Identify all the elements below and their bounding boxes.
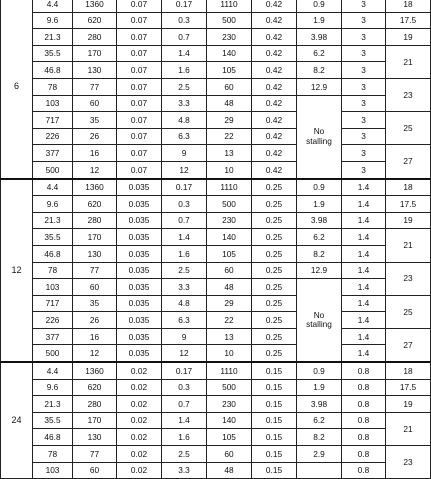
- last-col-cell: 19: [386, 29, 431, 46]
- table-cell: 48: [207, 462, 252, 479]
- table-cell: 0.8: [342, 429, 386, 446]
- table-cell: 3.3: [162, 279, 207, 296]
- table-cell: 60: [207, 78, 252, 95]
- table-cell: 6.2: [297, 45, 342, 62]
- table-cell: 26: [73, 128, 117, 145]
- table-cell: 0.035: [117, 196, 162, 213]
- table-cell: 717: [33, 295, 73, 312]
- table-cell: 1360: [73, 0, 117, 12]
- table-cell: 620: [73, 196, 117, 213]
- table-row: [1, 295, 431, 312]
- table-cell: 0.15: [252, 462, 297, 479]
- table-cell: 0.25: [252, 262, 297, 279]
- table-cell: 48: [207, 95, 252, 112]
- table-cell: 3: [342, 78, 386, 95]
- table-cell: 60: [73, 462, 117, 479]
- table-cell: 140: [207, 229, 252, 246]
- table-row: [1, 196, 431, 213]
- table-cell: 1110: [207, 0, 252, 12]
- table-cell: 1.4: [342, 279, 386, 296]
- table-cell: 0.7: [162, 396, 207, 413]
- table-cell: 9.6: [33, 196, 73, 213]
- table-cell: 0.07: [117, 12, 162, 29]
- table-cell: 0.15: [252, 379, 297, 396]
- table-cell: 0.3: [162, 196, 207, 213]
- table-cell: 2.9: [297, 446, 342, 463]
- table-cell: 21.3: [33, 396, 73, 413]
- table-cell: 21.3: [33, 29, 73, 46]
- table-cell: 0.42: [252, 29, 297, 46]
- table-cell: 1.4: [342, 295, 386, 312]
- table-cell: 12.9: [297, 78, 342, 95]
- table-cell: 0.8: [342, 362, 386, 379]
- table-cell: 29: [207, 112, 252, 129]
- table-row: [1, 312, 431, 329]
- table-cell: 0.25: [252, 229, 297, 246]
- table-cell: 16: [73, 145, 117, 162]
- table-row: [1, 95, 431, 112]
- table-cell: 0.035: [117, 328, 162, 345]
- table-cell: 0.17: [162, 179, 207, 196]
- table-cell: 0.42: [252, 95, 297, 112]
- table-cell: 35.5: [33, 229, 73, 246]
- table-cell: 9: [162, 145, 207, 162]
- table-cell: 3: [342, 45, 386, 62]
- table-cell: 6.3: [162, 128, 207, 145]
- table-cell: 280: [73, 396, 117, 413]
- table-row: [1, 112, 431, 129]
- table-cell: 77: [73, 78, 117, 95]
- table-cell: 2.5: [162, 262, 207, 279]
- table-cell: 12: [162, 345, 207, 362]
- table-row: [1, 128, 431, 145]
- table-cell: 60: [73, 95, 117, 112]
- table-cell: 500: [207, 379, 252, 396]
- table-row: [1, 412, 431, 429]
- table-cell: 9: [162, 328, 207, 345]
- group-label: 12: [1, 179, 33, 363]
- table-row: [1, 29, 431, 46]
- table-row: [1, 379, 431, 396]
- table-cell: 0.8: [342, 446, 386, 463]
- table-cell: 3.98: [297, 29, 342, 46]
- table-cell: 0.42: [252, 45, 297, 62]
- no-stalling-cell: No stalling: [297, 279, 342, 362]
- table-cell: 0.035: [117, 179, 162, 196]
- last-col-cell: 19: [386, 396, 431, 413]
- table-row: [1, 362, 431, 379]
- table-cell: 35: [73, 295, 117, 312]
- table-cell: 46.8: [33, 429, 73, 446]
- table-cell: 1.6: [162, 245, 207, 262]
- table-cell: 35.5: [33, 45, 73, 62]
- table-cell: 48: [207, 279, 252, 296]
- table-cell: 0.25: [252, 328, 297, 345]
- table-cell: 0.15: [252, 446, 297, 463]
- table-cell: 1.4: [342, 312, 386, 329]
- table-cell: 1.4: [162, 412, 207, 429]
- table-cell: 6.2: [297, 412, 342, 429]
- table-cell: 0.07: [117, 145, 162, 162]
- table-cell: 1.9: [297, 12, 342, 29]
- table-cell: 3: [342, 112, 386, 129]
- table-cell: 1.4: [162, 45, 207, 62]
- table-cell: 0.42: [252, 161, 297, 178]
- table-cell: 1110: [207, 179, 252, 196]
- table-cell: 2.5: [162, 78, 207, 95]
- table-cell: 0.15: [252, 429, 297, 446]
- last-col-cell: 17.5: [386, 196, 431, 213]
- table-row: [1, 145, 431, 162]
- table-cell: 0.15: [252, 412, 297, 429]
- table-cell: 377: [33, 145, 73, 162]
- last-col-cell: 25: [386, 295, 431, 328]
- table-cell: 78: [33, 446, 73, 463]
- table-cell: 500: [33, 345, 73, 362]
- table-cell: 0.25: [252, 345, 297, 362]
- table-cell: 0.42: [252, 145, 297, 162]
- last-col-cell: 18: [386, 0, 431, 12]
- last-col-cell: 17.5: [386, 379, 431, 396]
- last-col-cell: 19: [386, 212, 431, 229]
- table-cell: 0.035: [117, 312, 162, 329]
- table-cell: 226: [33, 312, 73, 329]
- table-cell: 26: [73, 312, 117, 329]
- table-cell: 0.8: [342, 462, 386, 479]
- table-row: [1, 78, 431, 95]
- table-cell: 0.035: [117, 295, 162, 312]
- table-cell: 0.42: [252, 112, 297, 129]
- last-col-cell: 27: [386, 145, 431, 179]
- table-cell: 3: [342, 128, 386, 145]
- table-cell: 0.07: [117, 0, 162, 12]
- table-cell: 0.9: [297, 0, 342, 12]
- table-cell: 22: [207, 128, 252, 145]
- table-cell: 0.07: [117, 29, 162, 46]
- table-cell: 3: [342, 161, 386, 178]
- table-cell: 0.8: [342, 412, 386, 429]
- table-cell: 0.07: [117, 45, 162, 62]
- table-cell: 0.17: [162, 362, 207, 379]
- last-col-cell: 18: [386, 179, 431, 196]
- table-cell: 230: [207, 212, 252, 229]
- table-cell: 60: [207, 446, 252, 463]
- table-cell: 6.3: [162, 312, 207, 329]
- table-cell: 0.42: [252, 78, 297, 95]
- table-cell: 0.9: [297, 362, 342, 379]
- table-cell: 620: [73, 379, 117, 396]
- table-cell: 0.25: [252, 295, 297, 312]
- table-cell: 13: [207, 328, 252, 345]
- table-cell: 10: [207, 345, 252, 362]
- table-cell: 0.25: [252, 312, 297, 329]
- table-cell: 0.07: [117, 112, 162, 129]
- table-cell: 0.02: [117, 362, 162, 379]
- last-col-cell: 21: [386, 412, 431, 445]
- table-cell: 77: [73, 262, 117, 279]
- table-cell: 0.42: [252, 0, 297, 12]
- table-cell: 230: [207, 29, 252, 46]
- table-cell: 10: [207, 161, 252, 178]
- table-cell: 60: [73, 279, 117, 296]
- table-cell: 0.02: [117, 462, 162, 479]
- table-cell: 0.02: [117, 412, 162, 429]
- last-col-cell: 25: [386, 112, 431, 145]
- table-row: [1, 229, 431, 246]
- table-cell: 280: [73, 212, 117, 229]
- table-row: [1, 396, 431, 413]
- table-row: [1, 45, 431, 62]
- table-cell: 78: [33, 78, 73, 95]
- table-cell: 377: [33, 328, 73, 345]
- last-col-cell: 21: [386, 229, 431, 262]
- table-row: [1, 62, 431, 79]
- table-cell: 105: [207, 245, 252, 262]
- table-cell: 0.8: [342, 379, 386, 396]
- table-cell: 3.3: [162, 462, 207, 479]
- group-label: 24: [1, 362, 33, 479]
- table-cell: 35.5: [33, 412, 73, 429]
- table-cell: 9.6: [33, 12, 73, 29]
- table-cell: 21.3: [33, 212, 73, 229]
- group-label: 6: [1, 0, 33, 179]
- table-cell: 0.15: [252, 362, 297, 379]
- table-cell: 12: [162, 161, 207, 178]
- table-cell: 1.4: [342, 328, 386, 345]
- table-cell: 0.02: [117, 379, 162, 396]
- table-cell: 130: [73, 429, 117, 446]
- table-cell: 0.07: [117, 161, 162, 178]
- table-cell: 1.9: [297, 379, 342, 396]
- table-cell: 29: [207, 295, 252, 312]
- table-cell: 0.25: [252, 279, 297, 296]
- table-cell: 1.9: [297, 196, 342, 213]
- table-cell: 0.8: [342, 396, 386, 413]
- table-cell: 8.2: [297, 245, 342, 262]
- table-cell: 170: [73, 229, 117, 246]
- table-cell: 3: [342, 95, 386, 112]
- table-cell: 0.9: [297, 179, 342, 196]
- table-cell: 0.035: [117, 345, 162, 362]
- table-row: [1, 262, 431, 279]
- table-cell: 0.035: [117, 279, 162, 296]
- table-row: [1, 446, 431, 463]
- table-row: [1, 212, 431, 229]
- table-cell: 280: [73, 29, 117, 46]
- table-cell: 0.25: [252, 196, 297, 213]
- table-cell: 0.035: [117, 245, 162, 262]
- table-cell: 3: [342, 0, 386, 12]
- table-cell: 0.7: [162, 29, 207, 46]
- table-cell: 140: [207, 45, 252, 62]
- table-cell: 13: [207, 145, 252, 162]
- table-cell: 0.07: [117, 128, 162, 145]
- table-row: [1, 161, 431, 178]
- table-cell: 0.07: [117, 62, 162, 79]
- table-cell: 0.02: [117, 446, 162, 463]
- table-cell: 1.4: [342, 345, 386, 362]
- table-cell: 230: [207, 396, 252, 413]
- no-stalling-cell: No stalling: [297, 95, 342, 178]
- table-cell: 1.4: [342, 196, 386, 213]
- table-row: [1, 328, 431, 345]
- table-cell: 1.4: [162, 229, 207, 246]
- table-cell: 2.5: [162, 446, 207, 463]
- table-cell: 4.4: [33, 362, 73, 379]
- table-cell: 3.3: [162, 95, 207, 112]
- table-row: [1, 279, 431, 296]
- table-cell: 0.07: [117, 95, 162, 112]
- table-cell: 103: [33, 279, 73, 296]
- table-cell: 500: [33, 161, 73, 178]
- table-cell: 0.3: [162, 12, 207, 29]
- table-cell: 0.15: [252, 396, 297, 413]
- table-cell: 105: [207, 429, 252, 446]
- table-cell: 1360: [73, 179, 117, 196]
- table-cell: 6.2: [297, 229, 342, 246]
- table-cell: 0.7: [162, 212, 207, 229]
- table-cell: 0.25: [252, 212, 297, 229]
- table-cell: 0.035: [117, 262, 162, 279]
- table-cell: 103: [33, 462, 73, 479]
- table-cell: [297, 462, 342, 479]
- table-cell: 12.9: [297, 262, 342, 279]
- table-cell: 103: [33, 95, 73, 112]
- table-cell: 3: [342, 12, 386, 29]
- table-cell: 8.2: [297, 62, 342, 79]
- table-cell: 77: [73, 446, 117, 463]
- table-row: [1, 0, 431, 12]
- table-cell: 0.035: [117, 212, 162, 229]
- table-cell: 1.4: [342, 212, 386, 229]
- table-cell: 0.42: [252, 62, 297, 79]
- table-cell: 0.25: [252, 179, 297, 196]
- table-cell: 46.8: [33, 245, 73, 262]
- table-cell: 1.4: [342, 262, 386, 279]
- table-cell: 4.4: [33, 0, 73, 12]
- table-cell: 60: [207, 262, 252, 279]
- table-cell: 105: [207, 62, 252, 79]
- table-cell: 1110: [207, 362, 252, 379]
- table-cell: 8.2: [297, 429, 342, 446]
- table-cell: 12: [73, 161, 117, 178]
- table-cell: 3: [342, 62, 386, 79]
- table-cell: 78: [33, 262, 73, 279]
- table-cell: 1.6: [162, 429, 207, 446]
- table-cell: 0.07: [117, 78, 162, 95]
- table-cell: 717: [33, 112, 73, 129]
- table-cell: 0.3: [162, 379, 207, 396]
- table-cell: 170: [73, 45, 117, 62]
- table-cell: 35: [73, 112, 117, 129]
- table-cell: 1.4: [342, 245, 386, 262]
- table-cell: 0.42: [252, 128, 297, 145]
- last-col-cell: 23: [386, 446, 431, 479]
- table-body: [1, 0, 431, 479]
- table-row: [1, 345, 431, 362]
- table-cell: 500: [207, 196, 252, 213]
- table-cell: 12: [73, 345, 117, 362]
- table-cell: 226: [33, 128, 73, 145]
- table-cell: 0.02: [117, 396, 162, 413]
- table-cell: 1.4: [342, 229, 386, 246]
- table-row: [1, 429, 431, 446]
- last-col-cell: 23: [386, 262, 431, 295]
- table-cell: 130: [73, 245, 117, 262]
- table-cell: 1.4: [342, 179, 386, 196]
- last-col-cell: 17.5: [386, 12, 431, 29]
- table-cell: 3: [342, 29, 386, 46]
- table-cell: 1.6: [162, 62, 207, 79]
- table-cell: 9.6: [33, 379, 73, 396]
- table-row: [1, 179, 431, 196]
- last-col-cell: 27: [386, 328, 431, 362]
- table-cell: 3.98: [297, 396, 342, 413]
- table-cell: 0.25: [252, 245, 297, 262]
- table-cell: 46.8: [33, 62, 73, 79]
- table-cell: 130: [73, 62, 117, 79]
- table-cell: 4.8: [162, 112, 207, 129]
- table-cell: 0.42: [252, 12, 297, 29]
- last-col-cell: 18: [386, 362, 431, 379]
- table-cell: 620: [73, 12, 117, 29]
- table-cell: 500: [207, 12, 252, 29]
- table-cell: 1360: [73, 362, 117, 379]
- table-cell: 3: [342, 145, 386, 162]
- table-cell: 3.98: [297, 212, 342, 229]
- table-cell: 22: [207, 312, 252, 329]
- table-cell: 0.035: [117, 229, 162, 246]
- table-row: [1, 12, 431, 29]
- last-col-cell: 23: [386, 78, 431, 111]
- last-col-cell: 21: [386, 45, 431, 78]
- table-cell: 0.17: [162, 0, 207, 12]
- table-cell: 170: [73, 412, 117, 429]
- table-cell: 16: [73, 328, 117, 345]
- table-cell: 4.8: [162, 295, 207, 312]
- table-cell: 0.02: [117, 429, 162, 446]
- table-row: [1, 462, 431, 479]
- table-cell: 140: [207, 412, 252, 429]
- table-cell: 4.4: [33, 179, 73, 196]
- table-row: [1, 245, 431, 262]
